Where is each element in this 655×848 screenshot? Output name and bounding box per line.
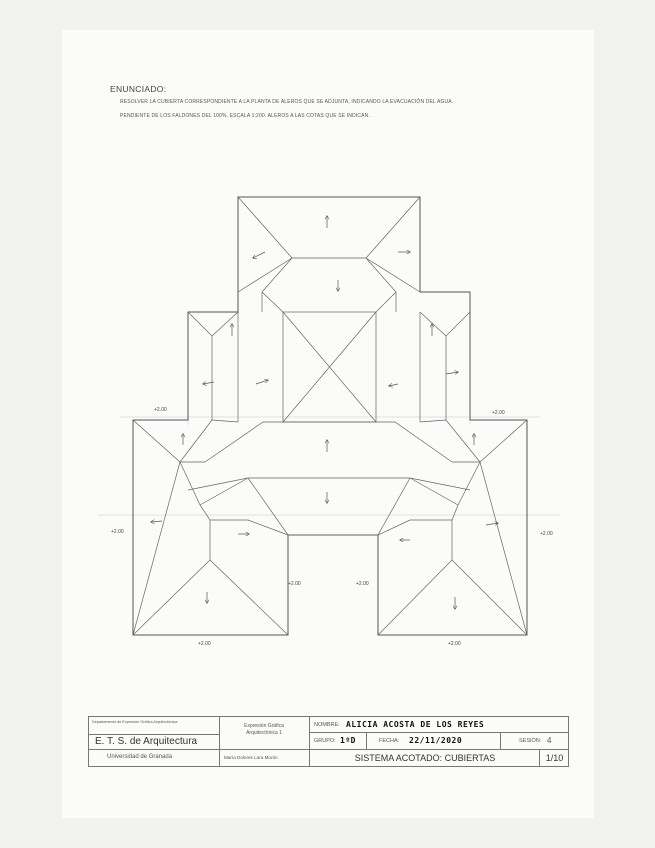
statement-line-1: RESOLVER LA CUBIERTA CORRESPONDIENTE A LA PLANTA DE ALEROS QUE SE ADJUNTA, INDICANDO LA EVACUACIÓN DEL AGUA.	[120, 99, 454, 105]
date-value: 22/11/2020	[409, 736, 463, 745]
elevation-right: +2.00	[540, 531, 553, 537]
group-value: 1ºD	[340, 736, 356, 745]
elevation-inner-right: +2.00	[356, 581, 369, 587]
construction-lines	[98, 312, 560, 515]
statement-line-2: PENDIENTE DE LOS FALDONES DEL 100%. ESCALA 1:200. ALEROS A LAS COTAS QUE SE INDICAN.	[120, 113, 370, 119]
elevation-bottom-right: +2.00	[448, 641, 461, 647]
elevation-inner-left: +2.00	[288, 581, 301, 587]
session-value: 4	[547, 736, 552, 745]
department-name: Departamento de Expresión Gráfica Arquitectónica	[92, 720, 178, 724]
school-name: E. T. S. de Arquitectura	[95, 736, 198, 747]
elevation-left: +2.00	[111, 529, 124, 535]
professor-name: María Dolores Lara Morón	[224, 755, 278, 760]
name-cell	[310, 716, 569, 733]
topic-cell	[310, 750, 540, 767]
group-label: GRUPO:	[314, 738, 336, 744]
professor-cell	[220, 750, 310, 767]
elevation-upper-right: +2.00	[492, 410, 505, 416]
subject-line-1: Expresión Gráfica	[244, 723, 284, 729]
department-cell	[88, 716, 220, 735]
name-value: ALICIA ACOSTA DE LOS REYES	[346, 720, 485, 729]
name-label: NOMBRE:	[314, 722, 340, 728]
subject-cell	[220, 716, 310, 750]
eave-outline	[133, 197, 527, 635]
elevation-bottom-left: +2.00	[198, 641, 211, 647]
sheet-number: 1/10	[545, 753, 564, 763]
subject-line-2: Arquitectónica 1	[246, 730, 282, 736]
topic: SISTEMA ACOTADO: CUBIERTAS	[354, 753, 496, 763]
roof-lines	[133, 197, 527, 635]
sheet-number-cell	[540, 750, 569, 767]
date-cell	[367, 733, 501, 750]
session-cell	[501, 733, 569, 750]
date-label: FECHA:	[379, 738, 400, 744]
university-name: Universidad de Granada	[107, 754, 173, 760]
title-block	[88, 716, 569, 772]
school-cell	[88, 735, 220, 750]
group-cell	[310, 733, 367, 750]
elevation-upper-left: +2.00	[154, 407, 167, 413]
session-label: SESIÓN:	[519, 738, 542, 744]
university-cell	[88, 750, 220, 767]
statement-heading: ENUNCIADO:	[110, 84, 167, 94]
